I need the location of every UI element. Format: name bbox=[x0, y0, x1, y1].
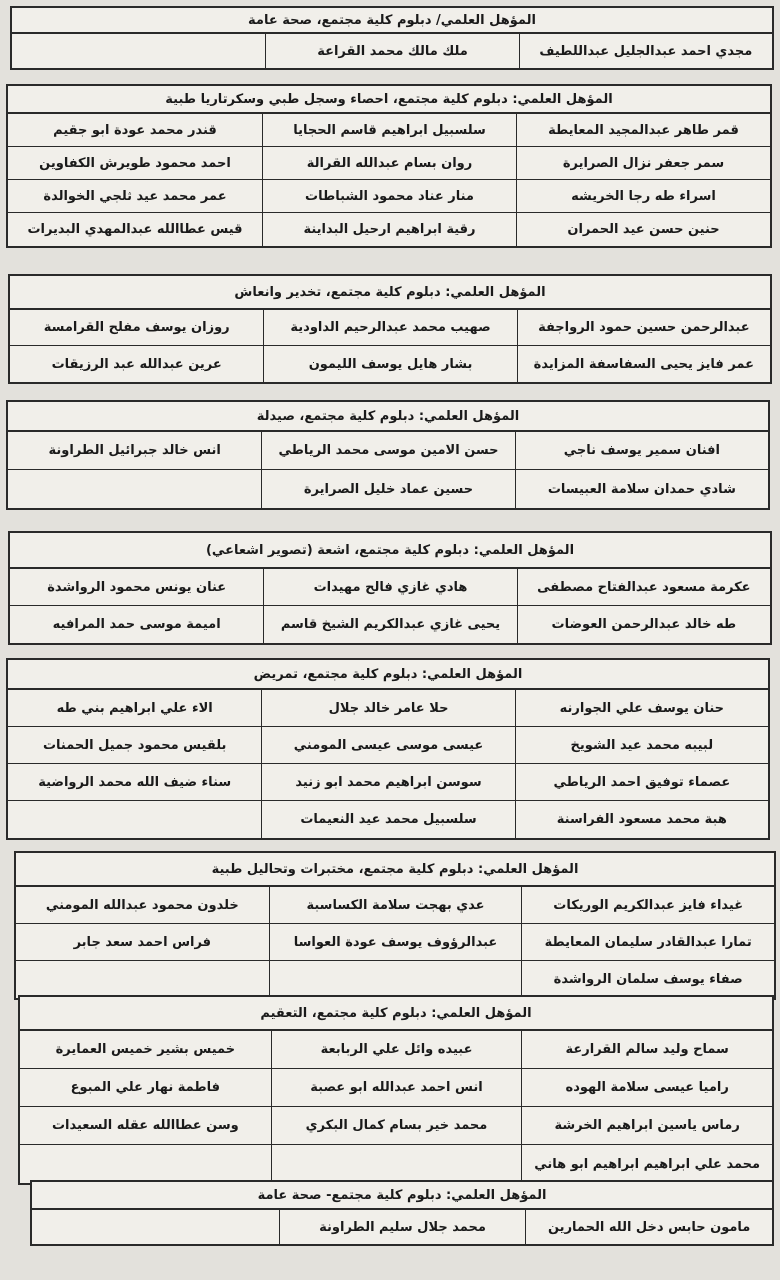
empty-cell bbox=[271, 1145, 522, 1183]
name-cell: محمد خير بسام كمال البكري bbox=[271, 1107, 522, 1145]
section-title: المؤهل العلمي: دبلوم كلية مجتمع- صحة عامة bbox=[32, 1182, 772, 1210]
name-cell: اميمة موسى حمد المرافيه bbox=[52, 617, 221, 632]
name-cell: عنان يونس محمود الرواشدة bbox=[10, 569, 263, 606]
section-title: المؤهل العلمي: دبلوم كلية مجتمع، مختبرات وتحاليل طبية bbox=[16, 853, 774, 887]
names-grid bbox=[32, 1210, 772, 1244]
name-cell: سلسبيل ابراهيم قاسم الحجايا bbox=[262, 114, 516, 147]
empty-cell bbox=[8, 470, 261, 508]
names-grid bbox=[8, 114, 770, 246]
empty-cell bbox=[32, 1210, 279, 1244]
section-title: المؤهل العلمي: دبلوم كلية مجتمع، تخدير وانعاش bbox=[10, 276, 770, 310]
name-cell: سماح وليد سالم القرارعة bbox=[521, 1031, 772, 1069]
names-grid bbox=[12, 34, 772, 68]
name-cell: عبدالرؤوف يوسف عودة العواسا bbox=[269, 924, 522, 961]
names-grid bbox=[8, 432, 768, 508]
name-cell: انس احمد عبدالله ابو عصبة bbox=[271, 1069, 522, 1107]
name-cell: فراس احمد سعد جابر bbox=[16, 924, 269, 961]
name-cell: سوسن ابراهيم محمد ابو زنيد bbox=[261, 764, 514, 801]
name-cell: عدي بهجت سلامة الكساسبة bbox=[269, 887, 522, 924]
name-cell: وسن عطاالله عقله السعيدات bbox=[20, 1107, 271, 1145]
name-cell: ملك مالك محمد القراعة bbox=[265, 34, 518, 68]
names-grid bbox=[8, 690, 768, 838]
name-cell: عرين عبدالله عبد الرزيقات bbox=[51, 356, 222, 372]
name-cell: فاطمة نهار علي المبوع bbox=[20, 1069, 271, 1107]
name-cell: حنان يوسف علي الجوارنه bbox=[515, 690, 768, 727]
section-9 bbox=[30, 1180, 774, 1246]
empty-cell bbox=[20, 1145, 271, 1183]
name-cell: هادي غازي فالح مهيدات bbox=[263, 569, 516, 606]
section-8 bbox=[18, 995, 774, 1185]
name-cell: بلقيس محمود جميل الحمنات bbox=[8, 727, 261, 764]
section-1 bbox=[10, 6, 774, 70]
name-cell: عيسى موسى عيسى المومني bbox=[261, 727, 514, 764]
name-cell: رماس ياسين ابراهيم الخرشة bbox=[521, 1107, 772, 1145]
name-cell: عمر محمد عيد ثلجي الخوالدة bbox=[8, 180, 262, 213]
name-cell: اسراء طه رجا الخريشه bbox=[516, 180, 770, 213]
name-cell: لبيبه محمد عيد الشويخ bbox=[515, 727, 768, 764]
name-cell: روان بسام عبدالله القرالة bbox=[262, 147, 516, 180]
name-cell: صهيب محمد عبدالرحيم الداودية bbox=[263, 310, 516, 346]
name-cell: سمر جعفر نزال الصرايرة bbox=[516, 147, 770, 180]
section-title: المؤهل العلمي: دبلوم كلية مجتمع، صيدلة bbox=[8, 402, 768, 432]
name-cell: محمد جلال سليم الطراونة bbox=[279, 1210, 526, 1244]
name-cell: مامون حابس دخل الله الحمارين bbox=[525, 1210, 772, 1244]
names-grid bbox=[16, 887, 774, 998]
name-cell: شادي حمدان سلامة العبيسات bbox=[515, 470, 768, 508]
names-grid bbox=[20, 1031, 772, 1183]
name-cell: سناء ضيف الله محمد الرواضية bbox=[8, 764, 261, 801]
name-cell: غيداء فايز عبدالكريم الوريكات bbox=[521, 887, 774, 924]
name-cell: حلا عامر خالد جلال bbox=[261, 690, 514, 727]
section-3 bbox=[8, 274, 772, 384]
name-cell: حنين حسن عيد الحمران bbox=[516, 213, 770, 246]
empty-cell bbox=[8, 801, 261, 838]
name-cell: رقية ابراهيم ارحيل البداينة bbox=[262, 213, 516, 246]
name-cell: حسن الامين موسى محمد الرياطي bbox=[261, 432, 514, 470]
name-cell: محمد علي ابراهيم ابراهيم ابو هاني bbox=[521, 1145, 772, 1183]
name-cell: عصماء توفيق احمد الرياطي bbox=[515, 764, 768, 801]
section-5 bbox=[8, 531, 772, 645]
name-cell: حسين عماد خليل الصرايرة bbox=[261, 470, 514, 508]
section-2 bbox=[6, 84, 772, 248]
name-cell: عبيده وائل علي الربابعة bbox=[271, 1031, 522, 1069]
section-title: المؤهل العلمي: دبلوم كلية مجتمع، تمريض bbox=[8, 660, 768, 690]
name-cell: بشار هايل يوسف الليمون bbox=[263, 346, 516, 382]
name-cell: قيس عطاالله عبدالمهدي البديرات bbox=[27, 222, 243, 237]
name-cell: عكرمة مسعود عبدالفتاح مصطفى bbox=[517, 569, 770, 606]
section-title: المؤهل العلمي: دبلوم كلية مجتمع، اشعة (تصوير اشعاعي) bbox=[10, 533, 770, 569]
section-6 bbox=[6, 658, 770, 840]
name-cell: الاء علي ابراهيم بني طه bbox=[8, 690, 261, 727]
names-grid bbox=[10, 569, 770, 643]
name-cell: هبة محمد مسعود الفراسنة bbox=[515, 801, 768, 838]
name-cell: قمر طاهر عبدالمجيد المعايطة bbox=[516, 114, 770, 147]
name-cell: صفاء يوسف سلمان الرواشدة bbox=[521, 961, 774, 998]
name-cell: احمد محمود طويرش الكفاوين bbox=[8, 147, 262, 180]
name-cell: خلدون محمود عبدالله المومني bbox=[16, 887, 269, 924]
empty-cell bbox=[16, 961, 269, 998]
name-cell: مجدي احمد عبدالجليل عبداللطيف bbox=[519, 34, 772, 68]
name-cell: خميس بشير خميس العمايرة bbox=[20, 1031, 271, 1069]
section-4 bbox=[6, 400, 770, 510]
name-cell: سلسبيل محمد عيد النعيمات bbox=[261, 801, 514, 838]
name-cell: عبدالرحمن حسين حمود الرواجفة bbox=[517, 310, 770, 346]
section-7 bbox=[14, 851, 776, 1000]
name-cell: افنان سمير يوسف ناجي bbox=[515, 432, 768, 470]
section-title: المؤهل العلمي: دبلوم كلية مجتمع، احصاء وسجل طبي وسكرتاريا طبية bbox=[8, 86, 770, 114]
name-cell: راميا عيسى سلامة الهوده bbox=[521, 1069, 772, 1107]
name-cell: تمارا عبدالقادر سليمان المعايطة bbox=[521, 924, 774, 961]
names-grid bbox=[10, 310, 770, 382]
empty-cell bbox=[269, 961, 522, 998]
name-cell: روزان يوسف مفلح القرامسة bbox=[10, 310, 263, 346]
name-cell: يحيى غازي عبدالكريم الشيخ قاسم bbox=[263, 606, 516, 643]
name-cell: طه خالد عبدالرحمن العوضات bbox=[517, 606, 770, 643]
name-cell: منار عناد محمود الشباطات bbox=[262, 180, 516, 213]
section-title: المؤهل العلمي: دبلوم كلية مجتمع، التعقيم bbox=[20, 997, 772, 1031]
name-cell: قندر محمد عودة ابو جقيم bbox=[8, 114, 262, 147]
name-cell: انس خالد جبرائيل الطراونة bbox=[8, 432, 261, 470]
name-cell: عمر فايز يحيى السفاسفة المزايدة bbox=[517, 346, 770, 382]
section-title: المؤهل العلمي/ دبلوم كلية مجتمع، صحة عامة bbox=[12, 8, 772, 34]
empty-cell bbox=[12, 34, 265, 68]
